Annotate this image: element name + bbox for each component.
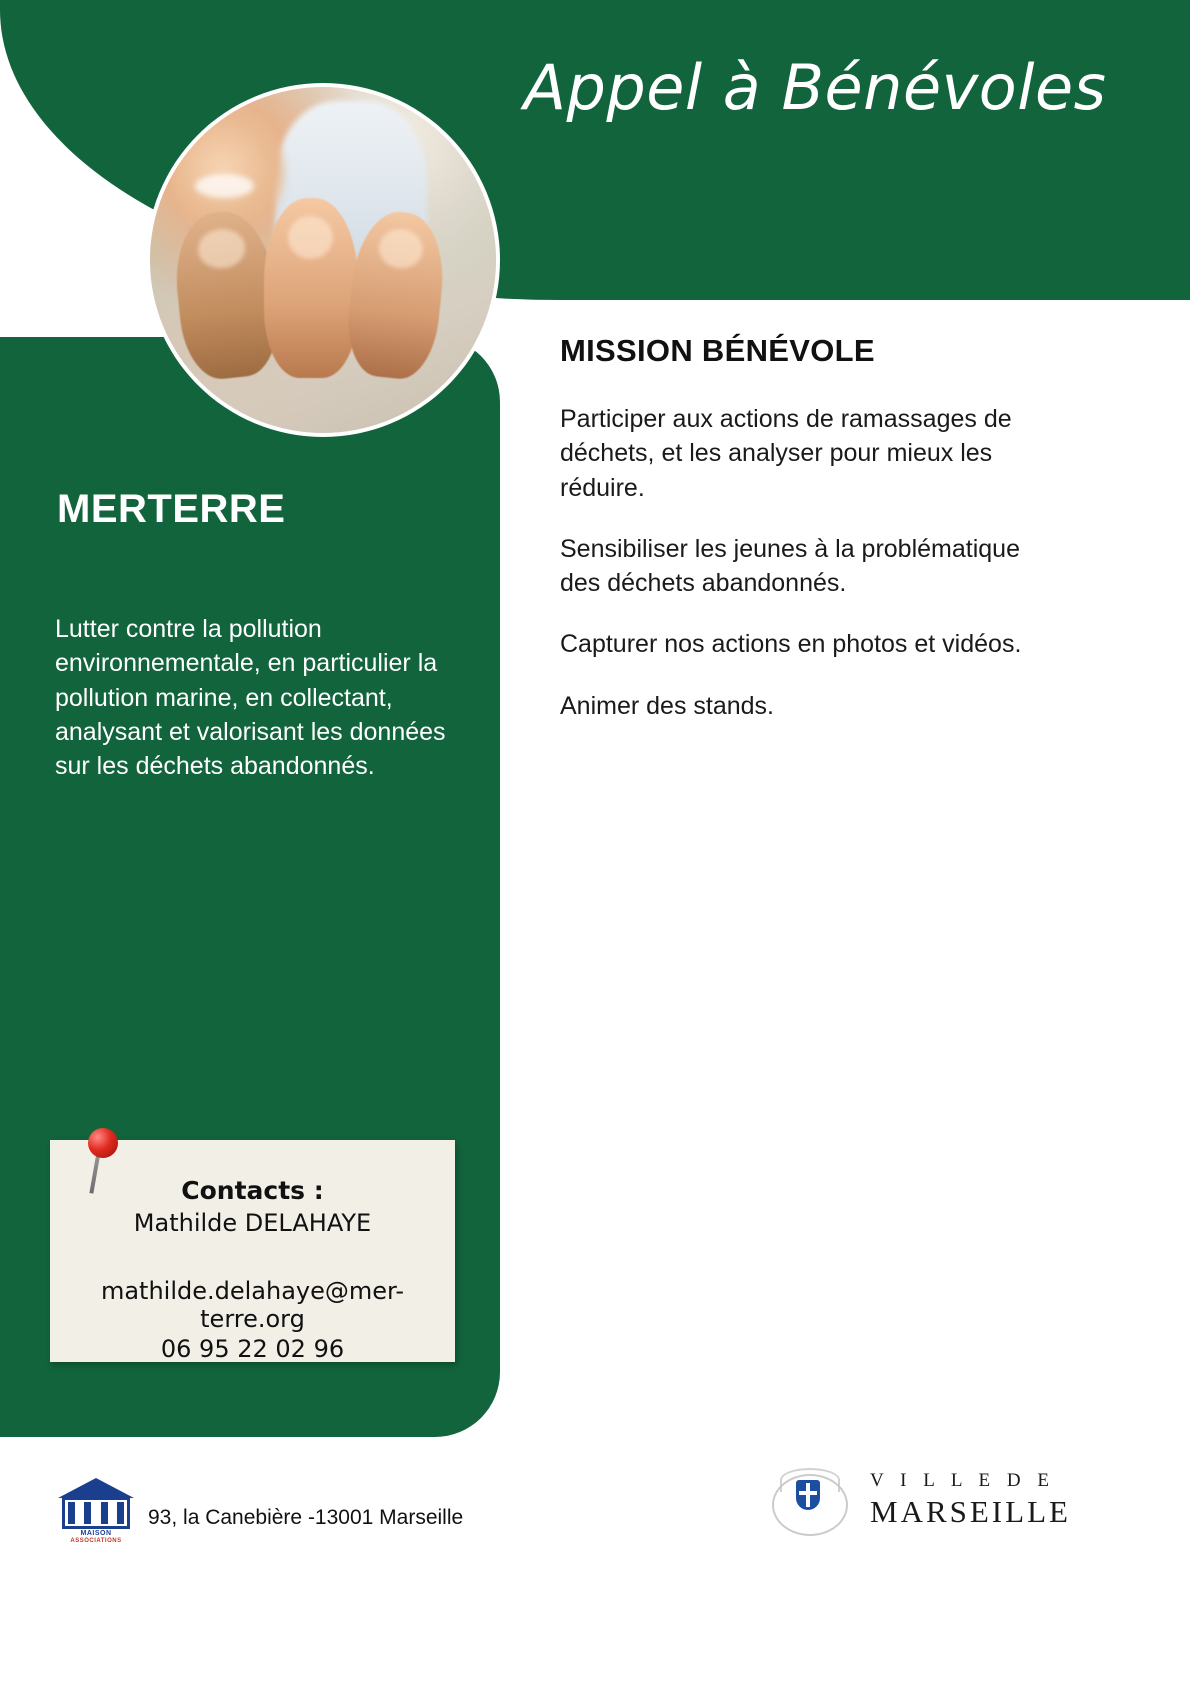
ville-line-1: V I L L E D E xyxy=(870,1470,1055,1491)
ville-de-marseille-logo xyxy=(770,1462,1070,1542)
thumb-icon-center xyxy=(264,198,357,378)
pushpin-icon xyxy=(88,1128,122,1162)
thumbnail-highlight xyxy=(377,226,424,270)
ville-line-2: MARSEILLE xyxy=(870,1494,1071,1529)
footer-address: 93, la Canebière -13001 Marseille xyxy=(148,1506,464,1529)
mission-item: Capturer nos actions en photos et vidéos. xyxy=(560,630,1022,659)
pushpin-head xyxy=(88,1128,118,1158)
ville-text-block xyxy=(870,1470,1071,1530)
contact-phone[interactable]: 06 95 22 02 96 xyxy=(160,1335,345,1363)
crest-icon xyxy=(770,1466,846,1538)
mission-title: MISSION BÉNÉVOLE xyxy=(560,333,875,368)
page-title: Appel à Bénévoles xyxy=(523,51,1107,124)
maison-des-associations-logo xyxy=(56,1478,136,1548)
association-name: MERTERRE xyxy=(57,487,286,531)
crest-cross-vertical xyxy=(806,1483,810,1507)
mission-item: Participer aux actions de ramassages de déchets, et les analyser pour mieux les réduire. xyxy=(560,405,1012,502)
thumbnail-highlight xyxy=(288,216,333,259)
mission-item: Sensibiliser les jeunes à la problématique des déchets abandonnés. xyxy=(560,534,1020,597)
crest-cross-horizontal xyxy=(799,1491,817,1495)
thumbs-up-photo xyxy=(150,87,496,433)
contact-person: Mathilde DELAHAYE xyxy=(133,1209,372,1237)
photo-smile xyxy=(195,174,254,198)
contact-card xyxy=(50,1140,455,1362)
mission-list xyxy=(560,402,1040,750)
association-description: Lutter contre la pollution environnementale, en particulier la pollution marine, en collectant, analysant et valorisant les données sur les déchets abandonnés. xyxy=(55,615,446,780)
house-roof-icon xyxy=(58,1478,134,1498)
contact-email[interactable]: mathilde.delahaye@mer-terre.org xyxy=(100,1277,405,1333)
logo-line-3: ASSOCIATIONS xyxy=(70,1538,122,1544)
thumbnail-highlight xyxy=(196,226,246,270)
contact-title: Contacts : xyxy=(181,1176,324,1205)
house-columns-icon xyxy=(68,1502,124,1524)
logo-line-1: MAISON xyxy=(80,1530,112,1537)
mission-item: Animer des stands. xyxy=(560,691,774,720)
